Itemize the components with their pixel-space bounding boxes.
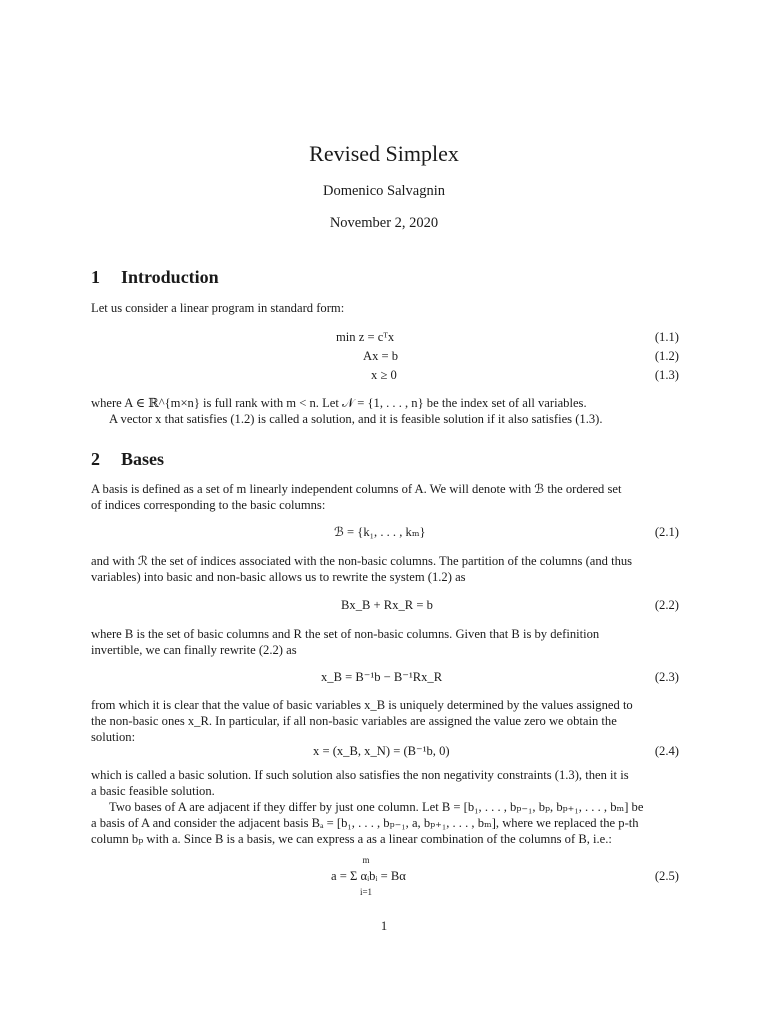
section-title: Bases [121, 449, 165, 469]
author-name: Domenico Salvagnin [322, 183, 446, 199]
equation-number: (1.3) [654, 368, 679, 382]
equation-number: (2.1) [654, 525, 679, 539]
paper-title: Revised Simplex [309, 141, 459, 166]
intro-sentence: Let us consider a linear program in standard form: [91, 301, 345, 315]
paragraph-line: Two bases of A are adjacent if they differ by just one column. Let B = [b₁, . . . , bₚ₋₁, bₚ, bₚ₊₁, . . . , bₘ] be [109, 800, 644, 814]
equation-2-3 [91, 669, 679, 685]
paragraph-line: where A ∈ ℝ^{m×n} is full rank with m < n. Let 𝒩 = {1, . . . , n} be the index set of all variables. [91, 396, 587, 410]
paragraph-line: where B is the set of basic columns and R the set of non-basic columns. Given that B is by definition [91, 627, 600, 641]
equation-2-2 [91, 597, 679, 613]
paragraph-line: which is called a basic solution. If such solution also satisfies the non negativity constraints (1.3), then it is [91, 768, 629, 782]
paragraph-line: a basic feasible solution. [91, 784, 215, 798]
equation-2-4 [91, 743, 679, 759]
paragraph-line: a basis of A and consider the adjacent basis Bₐ = [b₁, . . . , bₚ₋₁, a, bₚ₊₁, . . . , bₘ], where we replaced the p-th [91, 816, 639, 830]
paragraph-line: A vector x that satisfies (1.2) is called a solution, and it is feasible solution if it also satisfies (1.3). [109, 412, 603, 426]
paragraph-line: and with ℛ the set of indices associated with the non-basic columns. The partition of the columns (and thus [91, 554, 633, 568]
paper-date: November 2, 2020 [329, 215, 439, 231]
paragraph-line: the non-basic ones x_R. In particular, if all non-basic variables are assigned the value zero we obtain the [91, 714, 617, 728]
paragraph-line: solution: [91, 730, 136, 744]
equation-math: a = Σ αᵢbᵢ = Bα [331, 869, 406, 883]
section-number: 2 [91, 449, 100, 469]
paragraph-line: A basis is defined as a set of m linearly independent columns of A. We will denote with ℬ the ordered set [91, 482, 622, 496]
equation-2-5 [91, 868, 679, 884]
equation-1-2 [91, 348, 679, 364]
page-number: 1 [380, 919, 388, 933]
section-title: Introduction [121, 267, 219, 287]
equation-math: x_B = B⁻¹b − B⁻¹Rx_R [321, 670, 443, 684]
equation-1-1 [91, 329, 679, 345]
equation-math: x ≥ 0 [371, 368, 397, 382]
equation-math: min z = cᵀx [336, 330, 395, 344]
equation-number: (1.2) [654, 349, 679, 363]
equation-number: (2.3) [654, 670, 679, 684]
equation-math: ℬ = {k₁, . . . , kₘ} [334, 525, 426, 539]
equation-2-1 [91, 524, 679, 540]
equation-number: (2.4) [654, 744, 679, 758]
equation-1-3 [91, 367, 679, 383]
section-heading-introduction [91, 265, 219, 289]
equation-number: (2.2) [654, 598, 679, 612]
equation-math: Bx_B + Rx_R = b [341, 598, 433, 612]
equation-math: Ax = b [363, 349, 399, 363]
sum-lower-limit: i=1 [359, 887, 373, 897]
paragraph-line: from which it is clear that the value of basic variables x_B is uniquely determined by the values assigned to [91, 698, 633, 712]
paragraph-line: column bₚ with a. Since B is a basis, we can express a as a linear combination of the columns of B, i.e.: [91, 832, 612, 846]
paragraph-line: of indices corresponding to the basic columns: [91, 498, 326, 512]
section-heading-bases [91, 447, 164, 471]
equation-number: (2.5) [654, 869, 679, 883]
equation-math: x = (x_B, x_N) = (B⁻¹b, 0) [313, 744, 450, 758]
paragraph-line: invertible, we can finally rewrite (2.2) as [91, 643, 297, 657]
section-number: 1 [91, 267, 100, 287]
sum-upper-limit: m [362, 855, 370, 865]
equation-number: (1.1) [654, 330, 679, 344]
paragraph-line: variables) into basic and non-basic allows us to rewrite the system (1.2) as [91, 570, 466, 584]
